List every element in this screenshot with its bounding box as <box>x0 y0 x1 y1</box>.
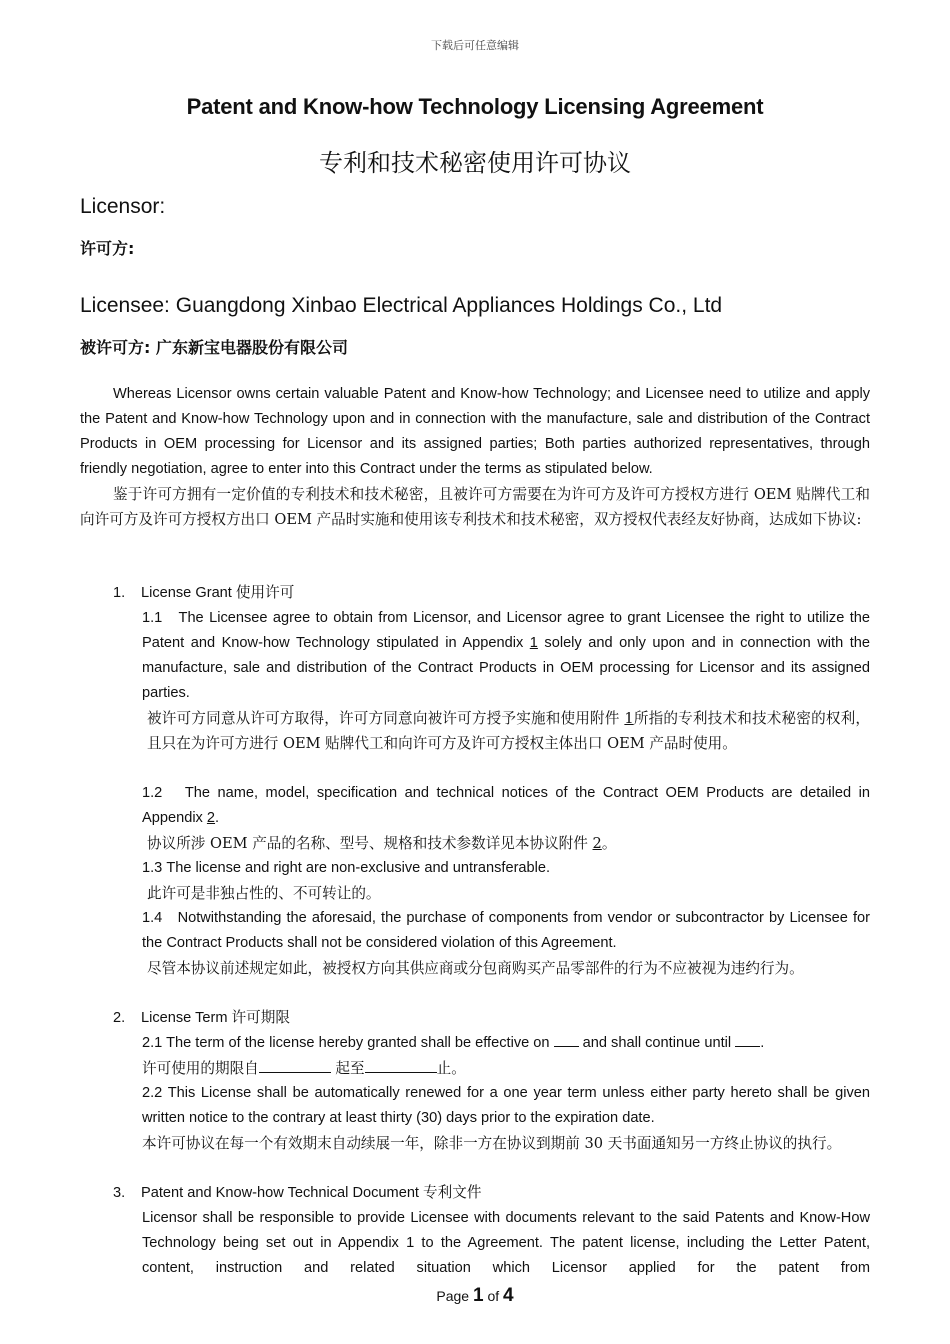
licensor-label-en: Licensor: <box>80 195 166 218</box>
licensee-label-en: Licensee: Guangdong Xinbao Electrical Appliances Holdings Co., Ltd <box>80 294 723 317</box>
clause-number: 1.2 <box>142 785 163 801</box>
appendix-ref: 1 <box>624 710 634 727</box>
section-2-number: 2. <box>113 1010 126 1026</box>
current-page: 1 <box>472 1285 484 1306</box>
clause-number: 1.1 <box>142 610 163 626</box>
clause-1-1-zh: 被许可方同意从许可方取得，许可方同意向被许可方授予实施和使用附件 1所指的专利技术和技术秘密的权利，且只在为许可方进行 OEM 贴牌代工和向许可方及许可方授权主体出口 OEM 产品时使用。 <box>147 710 870 752</box>
clause-2-1-en: 2.1 The term of the license hereby granted shall be effective on and shall continue until . <box>142 1031 870 1056</box>
total-pages: 4 <box>503 1285 514 1306</box>
effective-date-blank[interactable] <box>554 1032 579 1047</box>
clause-1-3-en: 1.3 The license and right are non-exclusive and untransferable. <box>142 860 551 876</box>
page-label: Page <box>436 1288 470 1304</box>
page-footer <box>0 1285 950 1307</box>
licensee-label-zh: 被许可方: 广东新宝电器股份有限公司 <box>80 338 348 357</box>
section-3-number: 3. <box>113 1185 126 1201</box>
section-3-body: Licensor shall be responsible to provide Licensee with documents relevant to the said Patents and Know-How Technology being set out in Appendix 1 to the Agreement. The patent license, including the Letter Patent, content, instruction and related situation which Licensor applied for the patent from <box>142 1210 870 1276</box>
section-2-heading: License Term 许可期限 <box>141 1010 290 1026</box>
header-note: 下载后可任意编辑 <box>431 39 519 52</box>
clause-1-1-en: 1.1 The Licensee agree to obtain from Licensor, and Licensor agree to grant Licensee the right to utilize the Patent and Know-how Technology stipulated in Appendix 1 solely and only upon and in connection with the manufacture, sale and distribution of the Contract Products in OEM processing for Licensor and its assigned parties. <box>142 610 871 701</box>
licensor-label-zh: 许可方: <box>80 239 135 258</box>
preamble-zh: 鉴于许可方拥有一定价值的专利技术和技术秘密，且被许可方需要在为许可方及许可方授权方进行 OEM 贴牌代工和向许可方及许可方授权方出口 OEM 产品时实施和使用该专利技术和技术秘密，双方授权代表经友好协商，达成如下协议: <box>80 486 870 528</box>
appendix-ref: 1 <box>529 635 538 651</box>
clause-2-2-en: 2.2 This License shall be automatically renewed for a one year term unless either party hereto shall be given written notice to the contrary at least thirty (30) days prior to the expiration date. <box>142 1085 870 1126</box>
end-date-blank[interactable] <box>735 1032 760 1047</box>
section-3-heading: Patent and Know-how Technical Document 专利文件 <box>141 1185 482 1201</box>
clause-number: 1.3 <box>142 860 163 876</box>
section-1-heading: License Grant 使用许可 <box>141 585 295 601</box>
document-title-en: Patent and Know-how Technology Licensing Agreement <box>186 94 764 119</box>
appendix-ref: 2 <box>592 835 602 852</box>
document-title-zh: 专利和技术秘密使用许可协议 <box>319 149 631 177</box>
clause-number: 1.4 <box>142 910 163 926</box>
section-1-number: 1. <box>113 585 126 601</box>
clause-1-3-zh: 此许可是非独占性的、不可转让的。 <box>147 885 381 902</box>
clause-1-2-en: 1.2 The name, model, specification and technical notices of the Contract OEM Products are detailed in Appendix 2. <box>142 785 870 826</box>
clause-1-2-zh: 协议所涉 OEM 产品的名称、型号、规格和技术参数详见本协议附件 2。 <box>147 835 617 852</box>
clause-2-2-zh: 本许可协议在每一个有效期末自动续展一年，除非一方在协议到期前 30 天书面通知另一方终止协议的执行。 <box>142 1135 842 1152</box>
clause-1-4-zh: 尽管本协议前述规定如此，被授权方向其供应商或分包商购买产品零部件的行为不应被视为违约行为。 <box>147 960 804 977</box>
start-date-blank-zh[interactable] <box>259 1058 331 1073</box>
preamble-en: Whereas Licensor owns certain valuable Patent and Know-how Technology; and Licensee need to utilize and apply the Patent and Know-how Technology upon and in connection with the manufacture, sale and distribution of the Contract Products in OEM processing for Licensor and its assigned parties; Both parties authorized representatives, through friendly negotiation, agree to enter into this Contract under the terms as stipulated below. <box>80 386 870 477</box>
clause-2-1-zh: 许可使用的期限自 起至 止。 <box>142 1060 466 1077</box>
appendix-ref: 2 <box>206 810 216 826</box>
of-label: of <box>487 1288 500 1304</box>
end-date-blank-zh[interactable] <box>365 1058 437 1073</box>
clause-1-4-en: 1.4 Notwithstanding the aforesaid, the purchase of components from vendor or subcontractor by Licensee for the Contract Products shall not be considered violation of this Agreement. <box>142 910 870 951</box>
